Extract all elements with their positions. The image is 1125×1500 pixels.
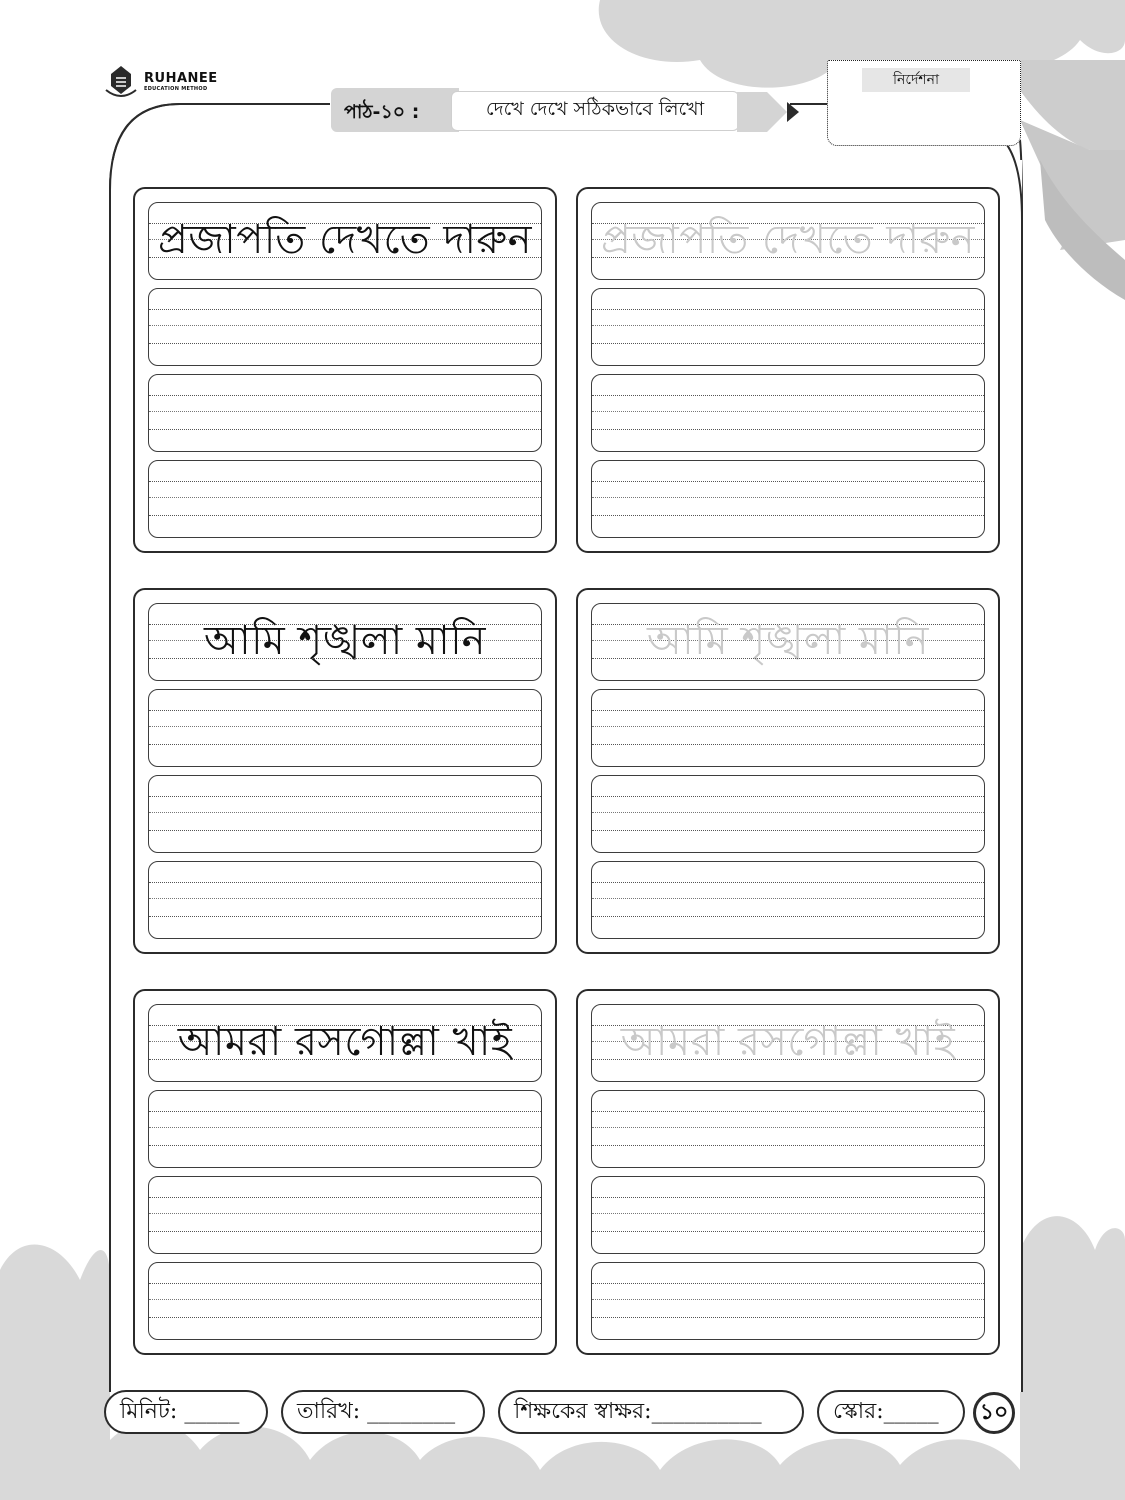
writing-line[interactable] bbox=[148, 861, 542, 939]
lesson-label: পাঠ-১০ : bbox=[344, 101, 420, 123]
model-sentence: আমরা রসগোল্লা খাই bbox=[177, 1018, 513, 1065]
brand-tagline: EDUCATION METHOD bbox=[144, 86, 208, 92]
brand-name: RUHANEE bbox=[144, 71, 218, 86]
trace-sentence: আমরা রসগোল্লা খাই bbox=[620, 1018, 956, 1065]
teacher-signature-field[interactable]: শিক্ষকের স্বাক্ষর:__________ bbox=[498, 1390, 804, 1434]
writing-line[interactable] bbox=[591, 1262, 985, 1340]
lesson-title: দেখে দেখে সঠিকভাবে লিখো bbox=[452, 92, 738, 130]
writing-line[interactable] bbox=[148, 775, 542, 853]
writing-line[interactable] bbox=[591, 460, 985, 538]
trace-sentence: প্রজাপতি দেখতে দারুন bbox=[600, 216, 976, 263]
brand-logo bbox=[104, 64, 218, 100]
trace-line[interactable] bbox=[591, 202, 985, 280]
trace-line[interactable] bbox=[591, 1004, 985, 1082]
writing-line[interactable] bbox=[148, 1262, 542, 1340]
instruction-label: নির্দেশনা bbox=[862, 68, 970, 92]
exercise-panel-2-trace bbox=[576, 588, 1000, 954]
trace-line[interactable] bbox=[591, 603, 985, 681]
pencil-tip-icon bbox=[737, 88, 803, 136]
exercise-panel-2-model bbox=[133, 588, 557, 954]
page-number: ১০ bbox=[973, 1392, 1015, 1434]
date-field[interactable]: তারিখ: ________ bbox=[281, 1390, 485, 1434]
exercise-panel-3-trace bbox=[576, 989, 1000, 1355]
logo-emblem-icon bbox=[104, 64, 138, 100]
writing-line[interactable] bbox=[148, 374, 542, 452]
writing-line[interactable] bbox=[591, 1176, 985, 1254]
writing-line[interactable] bbox=[591, 775, 985, 853]
writing-line[interactable] bbox=[148, 1176, 542, 1254]
writing-line[interactable] bbox=[591, 288, 985, 366]
logo-text bbox=[144, 72, 218, 92]
model-line bbox=[148, 603, 542, 681]
writing-line[interactable] bbox=[591, 689, 985, 767]
model-sentence: প্রজাপতি দেখতে দারুন bbox=[157, 216, 533, 263]
trace-sentence: আমি শৃঙ্খলা মানি bbox=[646, 617, 930, 664]
writing-line[interactable] bbox=[148, 1090, 542, 1168]
writing-line[interactable] bbox=[148, 460, 542, 538]
exercise-panel-3-model bbox=[133, 989, 557, 1355]
writing-line[interactable] bbox=[591, 374, 985, 452]
minutes-field[interactable]: মিনিট: _____ bbox=[104, 1390, 268, 1434]
model-sentence: আমি শৃঙ্খলা মানি bbox=[203, 617, 487, 664]
writing-line[interactable] bbox=[148, 288, 542, 366]
model-line bbox=[148, 1004, 542, 1082]
score-field[interactable]: স্কোর:_____ bbox=[817, 1390, 965, 1434]
writing-line[interactable] bbox=[591, 1090, 985, 1168]
writing-line[interactable] bbox=[148, 689, 542, 767]
exercise-panel-1-model bbox=[133, 187, 557, 553]
exercise-panel-1-trace bbox=[576, 187, 1000, 553]
writing-line[interactable] bbox=[591, 861, 985, 939]
model-line bbox=[148, 202, 542, 280]
